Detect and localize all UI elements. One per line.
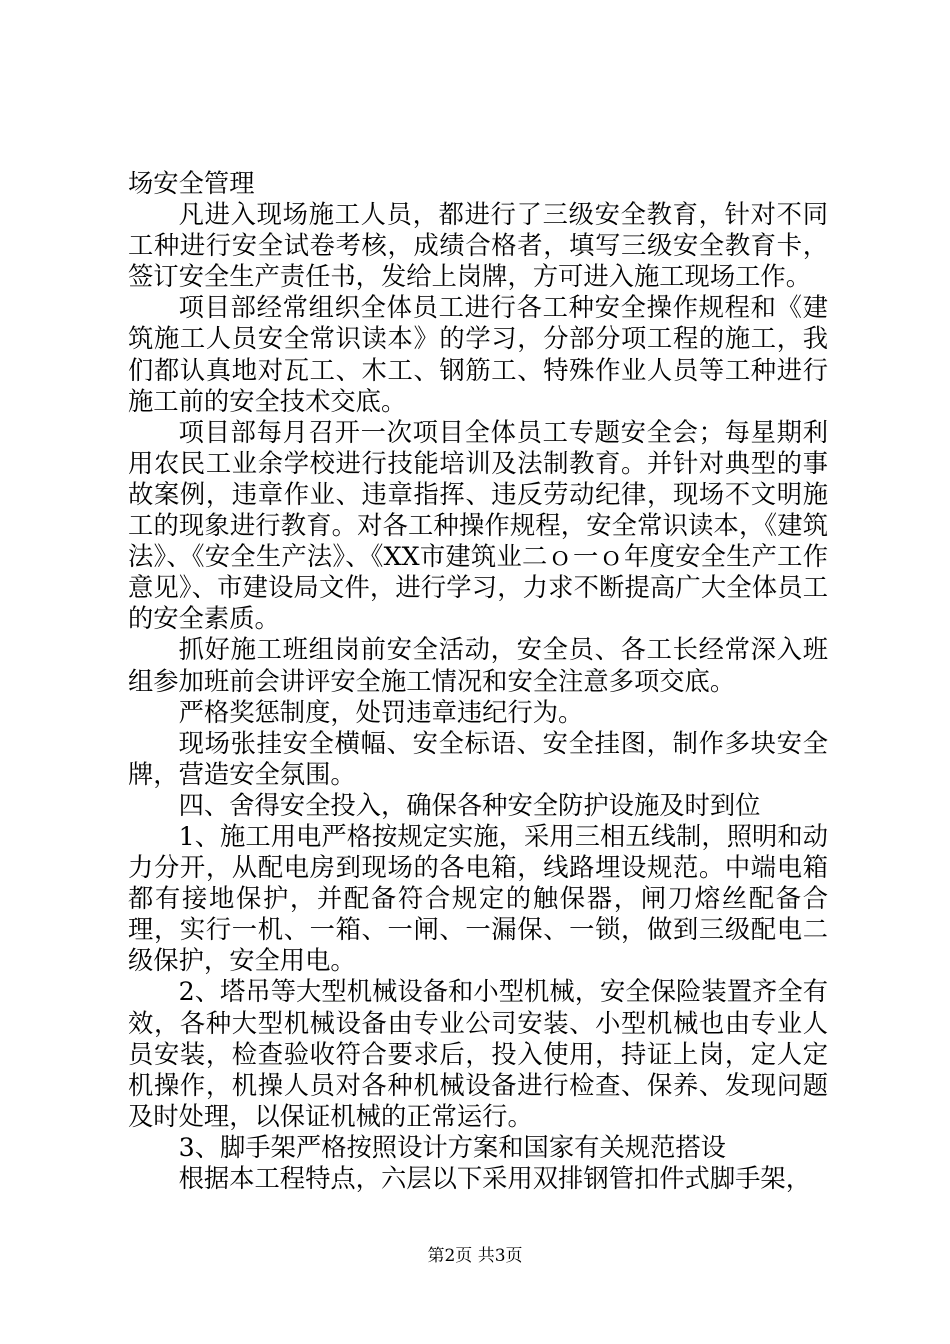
paragraph-electricity: 1、施工用电严格按规定实施，采用三相五线制，照明和动力分开，从配电房到现场的各电箱，线路埋设规范。中端电箱都有接地保护，并配备符合规定的触保器，闸刀熔丝配备合理，实行一机、一箱、一闸、一漏保、一锁，做到三级配电二级保护，安全用电。 [128, 821, 828, 976]
paragraph-scaffolding-heading: 3、脚手架严格按照设计方案和国家有关规范搭设 [178, 1132, 726, 1162]
paragraph-continuation: 场安全管理 [128, 169, 255, 198]
paragraph-machinery: 2、塔吊等大型机械设备和小型机械，安全保险装置齐全有效，各种大型机械设备由专业公司安装、小型机械也由专业人员安装，检查验收符合要求后，投入使用，持证上岗，定人定机操作，机操人员对各种机械设备进行检查、保养、发现问题及时处理，以保证机械的正常运行。 [128, 977, 828, 1131]
paragraph-safety-education: 凡进入现场施工人员，都进行了三级安全教育，针对不同工种进行安全试卷考核，成绩合格者，填写三级安全教育卡，签订安全生产责任书，发给上岗牌，方可进入施工现场工作。 [128, 200, 828, 292]
paragraph-safety-signage: 现场张挂安全横幅、安全标语、安全挂图，制作多块安全牌，营造安全氛围。 [128, 728, 828, 789]
paragraph-scaffolding: 根据本工程特点，六层以下采用双排钢管扣件式脚手架， [178, 1164, 812, 1193]
paragraph-monthly-meeting: 项目部每月召开一次项目全体员工专题安全会；每星期利用农民工业余学校进行技能培训及法制教育。并针对典型的事故案例，违章作业、违章指挥、违反劳动纪律，现场不文明施工的现象进行教育。对各工种操作规程，安全常识读本，《建筑法》、《安全生产法》、《XX市建筑业二ｏ一ｏ年度安全生产工作意见》、市建设局文件，进行学习，力求不断提高广大全体员工的安全素质。 [128, 417, 828, 634]
document-body [128, 168, 828, 1194]
paragraph-regulation-study: 项目部经常组织全体员工进行各工种安全操作规程和《建筑施工人员安全常识读本》的学习，分部分项工程的施工，我们都认真地对瓦工、木工、钢筋工、特殊作业人员等工种进行施工前的安全技术交底。 [128, 293, 828, 416]
page-number: 第2页 共3页 [427, 1246, 523, 1266]
paragraph-rewards-penalties: 严格奖惩制度，处罚违章违纪行为。 [178, 697, 584, 727]
paragraph-team-activities: 抓好施工班组岗前安全活动，安全员、各工长经常深入班组参加班前会讲评安全施工情况和安全注意多项交底。 [128, 635, 828, 696]
section-heading-safety-investment: 四、舍得安全投入，确保各种安全防护设施及时到位 [178, 790, 761, 820]
